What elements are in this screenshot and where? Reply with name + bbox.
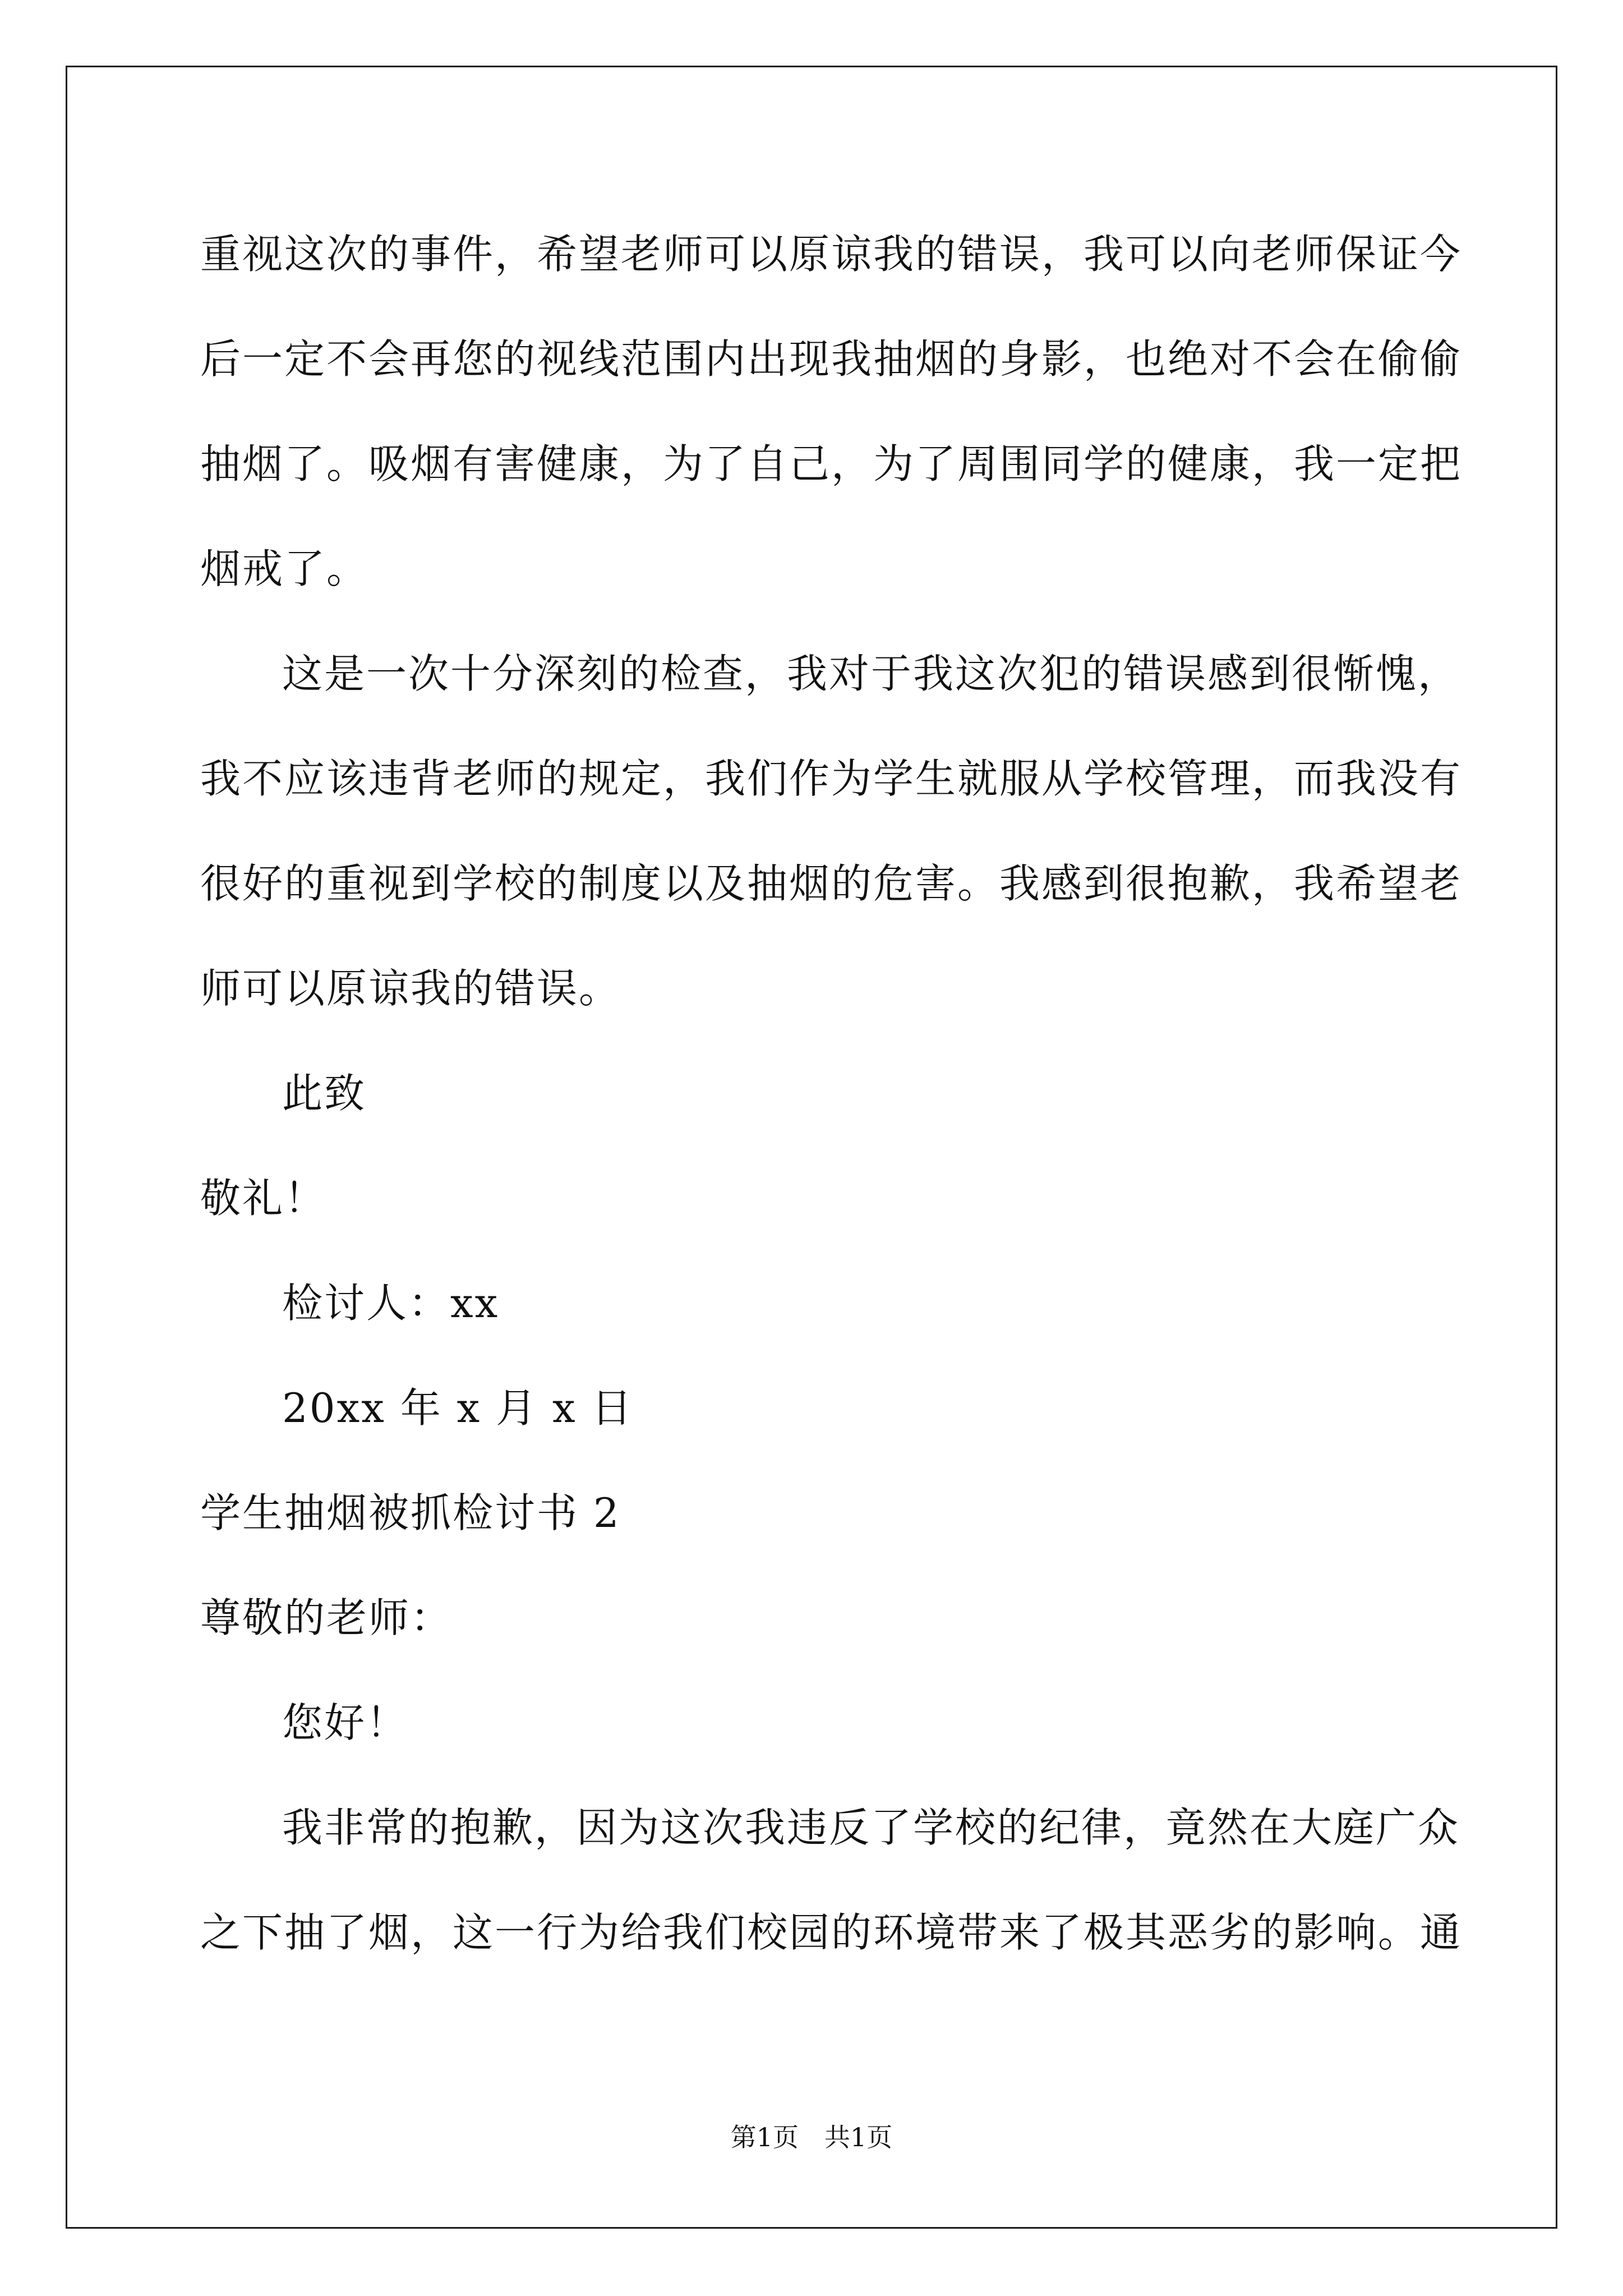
signature-line: 检讨人：xx xyxy=(282,1280,500,1327)
closing-respect: 敬礼！ xyxy=(200,1175,327,1222)
paragraph-line: 重视这次的事件，希望老师可以原谅我的错误，我可以向老师保证今 xyxy=(200,231,1463,278)
section-title: 学生抽烟被抓检讨书 2 xyxy=(200,1489,621,1536)
paragraph-line: 之下抽了烟，这一行为给我们校园的环境带来了极其恶劣的影响。通 xyxy=(200,1909,1463,1956)
paragraph-line: 抽烟了。吸烟有害健康，为了自己，为了周围同学的健康，我一定把 xyxy=(200,440,1463,487)
page-footer: 第1页 共1页 xyxy=(730,2122,893,2152)
paragraph-line: 后一定不会再您的视线范围内出现我抽烟的身影，也绝对不会在偷偷 xyxy=(200,335,1463,383)
paragraph-line: 我不应该违背老师的规定，我们作为学生就服从学校管理，而我没有 xyxy=(200,755,1463,802)
paragraph-line: 我非常的抱歉，因为这次我违反了学校的纪律，竟然在大庭广众 xyxy=(282,1804,1460,1851)
paragraph-line: 这是一次十分深刻的检查，我对于我这次犯的错误感到很惭愧， xyxy=(282,650,1460,697)
closing-salutation: 此致 xyxy=(282,1070,367,1117)
paragraph-line: 很好的重视到学校的制度以及抽烟的危害。我感到很抱歉，我希望老 xyxy=(200,860,1463,907)
paragraph-line: 师可以原谅我的错误。 xyxy=(200,965,621,1012)
paragraph-line: 烟戒了。 xyxy=(200,545,369,592)
greeting-line: 尊敬的老师： xyxy=(200,1594,453,1641)
greeting-hello: 您好！ xyxy=(282,1699,409,1746)
date-line: 20xx 年 x 月 x 日 xyxy=(282,1384,634,1432)
